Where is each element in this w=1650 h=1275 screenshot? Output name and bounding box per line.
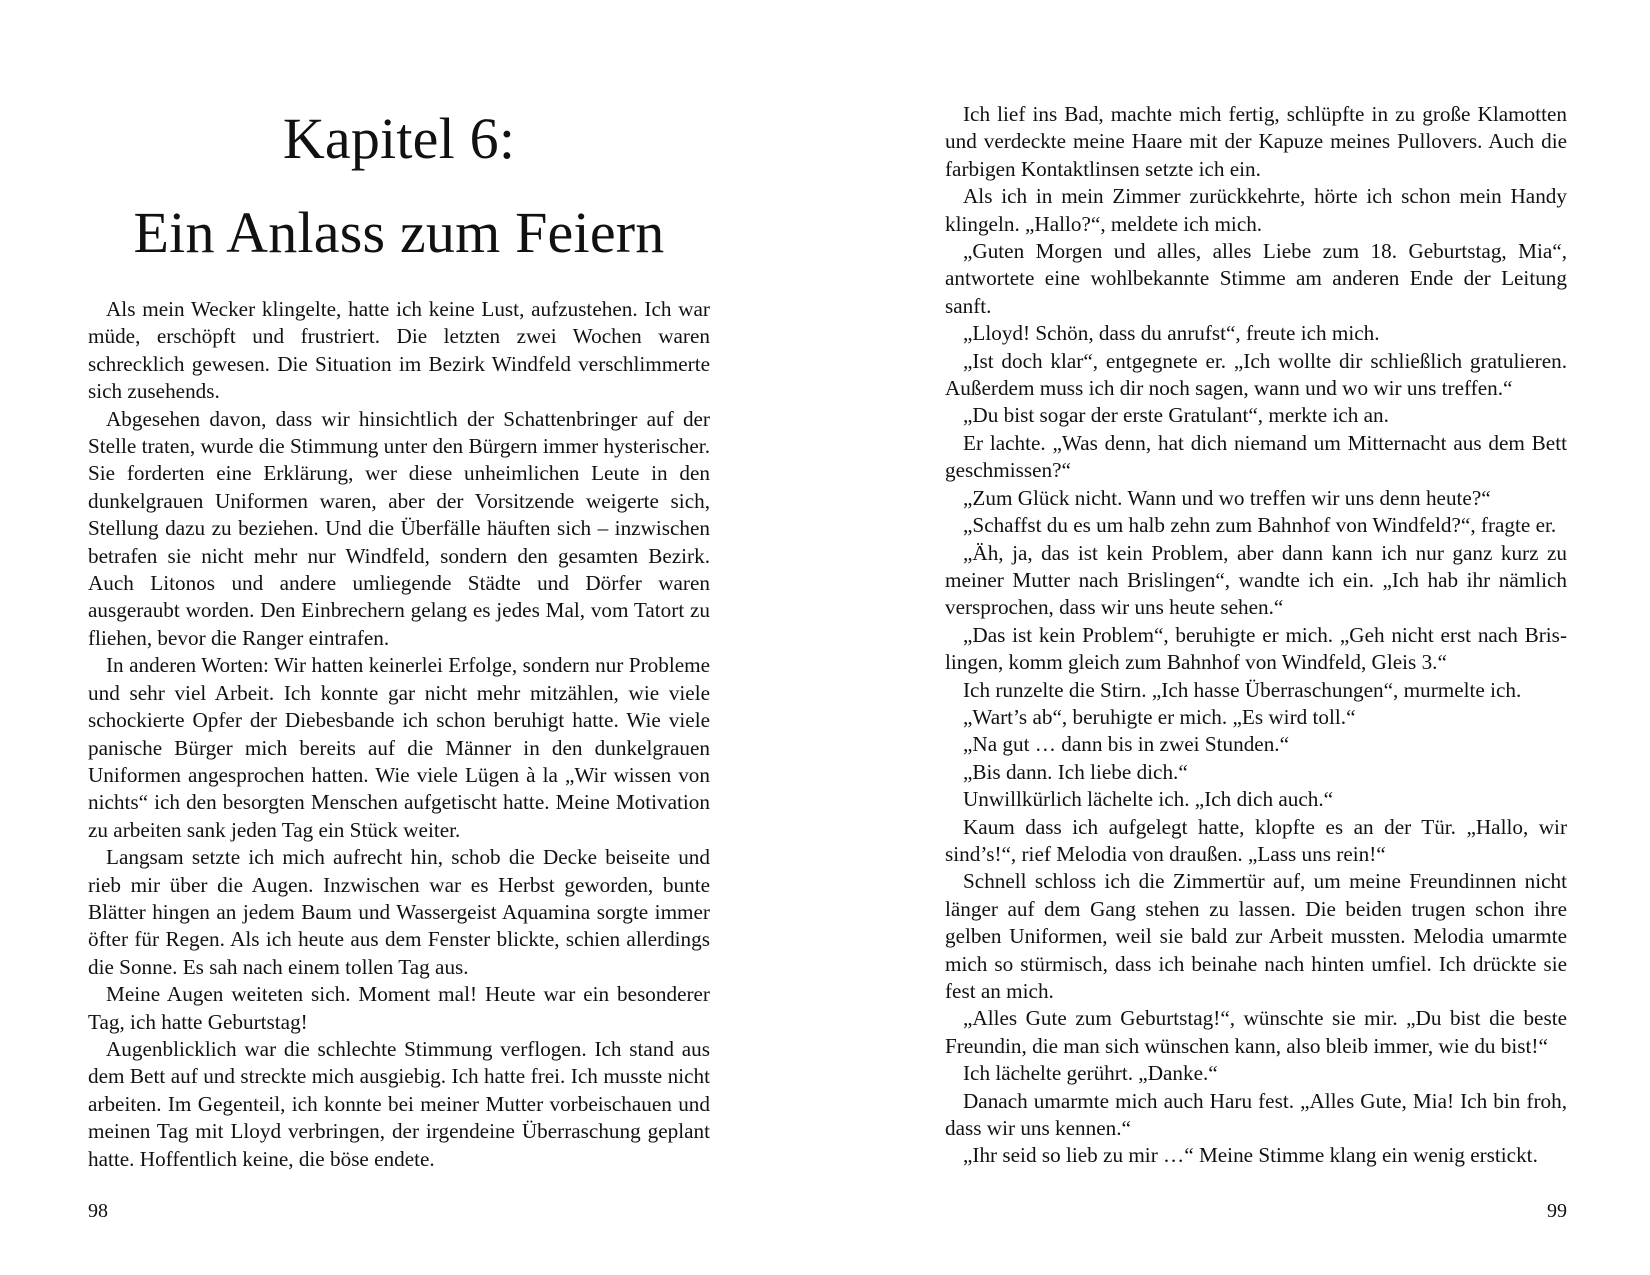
paragraph: „Äh, ja, das ist kein Problem, aber dann kann ich nur ganz kurz zu meiner Mutter nach Brislingen“, wandte ich ein. „Ich hab ihr nämlich versprochen, dass wir uns heute sehen.“ xyxy=(945,540,1567,620)
paragraph: „Du bist sogar der erste Gratulant“, merkte ich an. xyxy=(963,403,1389,428)
paragraph: Unwillkürlich lächelte ich. „Ich dich auch.“ xyxy=(963,787,1334,812)
chapter-name: Ein Anlass zum Feiern xyxy=(133,200,665,265)
paragraph: „Schaffst du es um halb zehn zum Bahnhof von Windfeld?“, fragte er. xyxy=(963,513,1557,538)
paragraph: Meine Augen weiteten sich. Moment mal! Heute war ein besonderer Tag, ich hatte Geburtstag! xyxy=(88,982,710,1034)
paragraph: Schnell schloss ich die Zimmertür auf, um meine Freundinnen nicht länger auf dem Gang stehen zu lassen. Die beiden trugen schon ihre gelben Uniformen, weil sie bald zur Arbeit mussten. Melodia umarmte mich so stürmisch, dass ich beinahe nach hinten umfiel. Ich drückte sie fest an mich. xyxy=(945,869,1567,1003)
chapter-title xyxy=(88,92,710,280)
paragraph: „Bis dann. Ich liebe dich.“ xyxy=(963,759,1188,784)
paragraph: „Alles Gute zum Geburtstag!“, wünschte sie mir. „Du bist die beste Freundin, die man sich wünschen kann, also bleib immer, wie du bist!“ xyxy=(945,1006,1567,1058)
page-number-left: 98 xyxy=(88,1200,108,1222)
paragraph: Als ich in mein Zimmer zurückkehrte, hörte ich schon mein Handy klingeln. „Hallo?“, meldete ich mich. xyxy=(945,184,1567,236)
paragraph: „Wart’s ab“, beruhigte er mich. „Es wird toll.“ xyxy=(963,704,1356,729)
chapter-number: Kapitel 6: xyxy=(282,106,516,171)
right-page-body xyxy=(945,101,1567,1170)
paragraph: „Lloyd! Schön, dass du anrufst“, freute ich mich. xyxy=(963,321,1380,346)
right-page xyxy=(825,0,1650,1275)
paragraph: Langsam setzte ich mich aufrecht hin, schob die Decke beiseite und rieb mir über die Augen. Inzwischen war es Herbst geworden, bunte Blätter hingen an jedem Baum und Wassergeist Aquamina sorgte immer öfter für Regen. Als ich heute aus dem Fenster blickte, schien allerdings die Sonne. Es sah nach einem tollen Tag aus. xyxy=(88,845,710,979)
paragraph: „Na gut … dann bis in zwei Stunden.“ xyxy=(963,732,1289,757)
paragraph: Augenblicklich war die schlechte Stimmung verflogen. Ich stand aus dem Bett auf und streckte mich ausgiebig. Ich hatte frei. Ich musste nicht arbeiten. Im Gegenteil, ich konnte bei meiner Mutter vorbeischauen und meinen Tag mit Lloyd verbringen, der irgendeine Überraschung geplant hatte. Hoffentlich keine, die böse endete. xyxy=(88,1036,710,1171)
paragraph: Als mein Wecker klingelte, hatte ich keine Lust, aufzustehen. Ich war müde, erschöpft und frustriert. Die letzten zwei Wochen waren schrecklich gewesen. Die Situation im Bezirk Windfeld verschlimmerte sich zusehends. xyxy=(88,297,710,404)
paragraph: „Ihr seid so lieb zu mir …“ Meine Stimme klang ein wenig erstickt. xyxy=(963,1143,1538,1168)
paragraph: „Guten Morgen und alles, alles Liebe zum 18. Geburtstag, Mia“, antwortete eine wohlbekannte Stimme am anderen Ende der Leitung sanft. xyxy=(945,239,1567,318)
left-page-body xyxy=(88,296,710,1173)
paragraph: Danach umarmte mich auch Haru fest. „Alles Gute, Mia! Ich bin froh, dass wir uns kennen.“ xyxy=(945,1088,1567,1141)
page-number-right: 99 xyxy=(1547,1200,1567,1222)
paragraph: Kaum dass ich aufgelegt hatte, klopfte es an der Tür. „Hallo, wir sind’s!“, rief Melodia von draußen. „Lass uns rein!“ xyxy=(945,814,1567,866)
paragraph: „Zum Glück nicht. Wann und wo treffen wir uns denn heute?“ xyxy=(963,485,1491,510)
paragraph: Ich lächelte gerührt. „Danke.“ xyxy=(963,1061,1218,1086)
paragraph: „Das ist kein Problem“, beruhigte er mich. „Geh nicht erst nach Brislingen, komm gleich zum Bahnhof von Windfeld, Gleis 3.“ xyxy=(945,622,1567,675)
paragraph: In anderen Worten: Wir hatten keinerlei Erfolge, sondern nur Probleme und sehr viel Arbeit. Ich konnte gar nicht mehr mitzählen, wie viele schockierte Opfer der Diebesbande ich schon beruhigt hatte. Wie viele panische Bürger mich bereits auf die Männer in den dunkelgrauen Uniformen angesprochen hatten. Wie viele Lügen à la „Wir wissen von nichts“ ich den besorgten Menschen aufgetischt hatte. Meine Motivation zu arbeiten sank jeden Tag ein Stück weiter. xyxy=(88,653,710,842)
paragraph: Ich lief ins Bad, machte mich fertig, schlüpfte in zu große Klamotten und verdeckte meine Haare mit der Kapuze meines Pullovers. Auch die farbigen Kontaktlinsen setzte ich ein. xyxy=(945,102,1567,181)
paragraph: Abgesehen davon, dass wir hinsichtlich der Schattenbringer auf der Stelle traten, wurde die Stimmung unter den Bürgern immer hysterischer. Sie forderten eine Erklärung, wer diese unheimlichen Leute in den dunkelgrauen Uniformen waren, aber der Vorsitzende weigerte sich, Stellung dazu zu beziehen. Und die Überfälle häuften sich – inzwischen betrafen sie nicht mehr nur Windfeld, sondern den gesamten Bezirk. Auch Litonos und andere umliegende Städte und Dörfer waren ausgeraubt worden. Den Einbrechern gelang es jedes Mal, vom Tatort zu fliehen, bevor die Ranger eintrafen. xyxy=(88,406,710,650)
paragraph: Ich runzelte die Stirn. „Ich hasse Überraschungen“, murmelte ich. xyxy=(963,677,1522,702)
paragraph: Er lachte. „Was denn, hat dich niemand um Mitternacht aus dem Bett geschmissen?“ xyxy=(945,430,1567,483)
paragraph: „Ist doch klar“, entgegnete er. „Ich wollte dir schließlich gratulieren. Außerdem muss ich dir noch sagen, wann und wo wir uns treffen.“ xyxy=(945,348,1567,401)
